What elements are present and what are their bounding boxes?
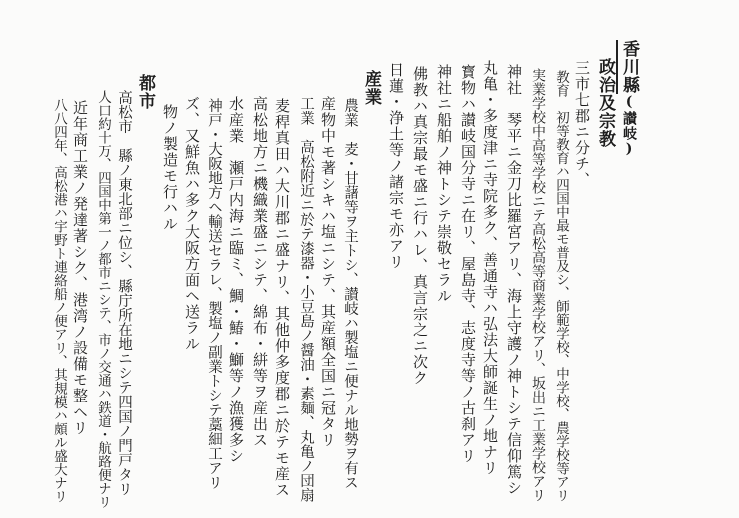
city-column: 近年商工業ノ発達著シク、港湾ノ設備モ整ヘリ [71, 100, 89, 436]
industry-column: 高松地方ニ機織業盛ニシテ、綿布・絣等ヲ産出ス [251, 96, 269, 448]
industry-column: 工業 高松附近ニ於テ漆器・小豆島ノ醤油・素麺、丸亀ノ団扇 [298, 96, 314, 502]
industry-column: ズ、又鮮魚ハ多ク大阪方面ヘ送ラル [183, 96, 201, 352]
text-column: 神社 琴平ニ金刀比羅宮アリ、海上守護ノ神トシテ信仰篤シ [505, 64, 523, 496]
text-column: 神社ニ船舶ノ神トシテ崇敬セラル [435, 64, 453, 304]
city-column: 人口約十万、四国中第一ノ都市ニシテ、市ノ交通ハ鉄道・航路便ナリ [95, 90, 111, 509]
text-column: 寳物ハ讃岐国分寺ニ在リ、屋島寺、志度寺等ノ古刹アリ [459, 64, 477, 464]
prefecture-name: 香川縣 [616, 40, 639, 94]
city-column: 八八四年、高松港ハ宇野ト連絡船ノ便アリ、其規模ハ頗ル盛大ナリ [51, 98, 67, 503]
province-note: (讃岐) [621, 94, 637, 158]
text-column: 三市七郡ニ分チ、 [573, 60, 591, 188]
city-heading: 都市 [135, 74, 155, 110]
text-column: 日蓮・浄土等ノ諸宗モ亦アリ [387, 62, 405, 270]
city-column: 高松市 縣ノ東北部ニ位シ、縣庁所在地ニシテ四国ノ門戸タリ [116, 90, 132, 496]
text-column: 教育 初等教育ハ四国中最モ普及シ、師範学校、中学校、農学校等アリ [553, 70, 569, 502]
section-heading: 政治及宗教 [595, 58, 615, 148]
industry-column: 物ノ製造モ行ハル [161, 104, 179, 232]
industry-column: 水産業 瀬戸内海ニ臨ミ、鯛・鰆・鰤等ノ漁獲多シ [227, 96, 245, 464]
industry-column: 産物中モ著シキハ塩ニシテ、其産額全国ニ冠タリ [319, 96, 337, 448]
industry-column: 神戸・大阪地方ヘ輸送セラレ、製塩ノ副業トシテ藁細工アリ [206, 98, 222, 490]
industry-heading: 産業 [361, 70, 381, 106]
industry-column: 農業 麦・甘藷等ヲ主トシ、讃岐ハ製塩ニ便ナル地勢ヲ有ス [342, 98, 358, 490]
industry-column: 麦稈真田ハ大川郡ニ盛ナリ、其他仲多度郡ニ於テモ産ス [273, 98, 291, 498]
text-column: 実業学校中高等学校ニテ高松高等商業学校アリ、坂出ニ工業学校アリ [530, 68, 546, 502]
text-column: 丸亀・多度津ニ寺院多ク、善通寺ハ弘法大師誕生ノ地ナリ [481, 60, 499, 476]
document-title [620, 40, 637, 158]
text-column: 佛教ハ真宗最モ盛ニ行ハレ、真言宗之ニ次ク [411, 66, 429, 386]
